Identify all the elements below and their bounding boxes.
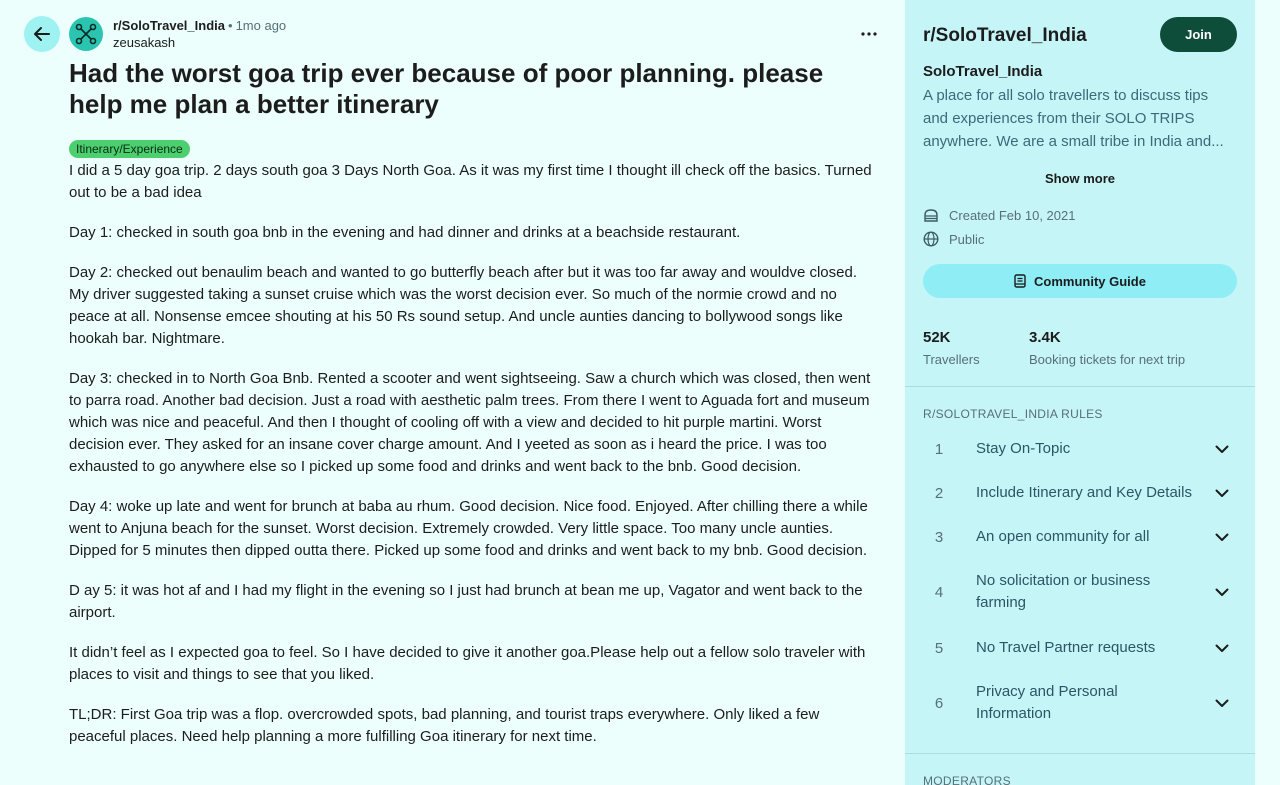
post-paragraph: It didn’t feel as I expected goa to feel. So I have decided to give it another goa.Please help out a fellow solo traveler with places to visit and things to see that you liked. [69, 644, 866, 683]
sidebar-community-name[interactable]: r/SoloTravel_India [923, 25, 1087, 46]
rule-item[interactable] [927, 482, 1237, 504]
rule-number: 2 [934, 484, 944, 502]
cake-icon [923, 207, 939, 223]
back-button[interactable] [24, 16, 60, 52]
subreddit-avatar[interactable] [69, 17, 103, 51]
post-flair[interactable]: Itinerary/Experience [69, 140, 190, 158]
rule-text: Privacy and Personal Information [976, 683, 1118, 722]
join-button[interactable]: Join [1160, 17, 1237, 52]
book-icon [1014, 274, 1026, 288]
rule-item[interactable] [927, 637, 1237, 659]
show-more-button[interactable]: Show more [1044, 171, 1116, 186]
rule-item[interactable] [927, 570, 1237, 614]
stat-members [923, 329, 980, 367]
chevron-down-icon [1215, 644, 1229, 653]
post-paragraph: D ay 5: it was hot af and I had my flight in the evening so I just had brunch at bean me up, Vagator and went back to the airport. [69, 582, 863, 621]
post-paragraph: Day 4: woke up late and went for brunch at baba au rhum. Good decision. Nice food. Enjoyed. After chilling there a while went to Anjuna beach for the sunset. Worst decision. Extremely crowded. Very little space. Too many uncle aunties. Dipped for 5 minutes then dipped outta there. Picked up some food and drinks and went back to my bnb. Good decision. [69, 498, 868, 559]
sidebar-divider [905, 386, 1255, 387]
rule-text: No solicitation or business farming [976, 572, 1151, 611]
post-time: 1mo ago [235, 18, 287, 33]
rule-number: 1 [934, 440, 944, 458]
created-date: Created Feb 10, 2021 [949, 207, 1076, 223]
rule-number: 4 [934, 583, 944, 601]
post-paragraph: I did a 5 day goa trip. 2 days south goa 3 Days North Goa. As it was my first time I thought ill check off the basics. Turned out to be a bad idea [69, 162, 872, 201]
rule-item[interactable] [927, 526, 1237, 548]
sidebar-divider [905, 753, 1255, 754]
chevron-down-icon [1215, 489, 1229, 498]
chevron-down-icon [1215, 533, 1229, 542]
rule-item[interactable] [927, 438, 1237, 460]
sidebar-description: A place for all solo travellers to discuss tips and experiences from their SOLO TRIPS anywhere. We are a small tribe in India and... [923, 87, 1224, 150]
rule-number: 6 [934, 694, 944, 712]
community-guide-label: Community Guide [1034, 273, 1146, 289]
rule-text: No Travel Partner requests [976, 639, 1156, 656]
created-date-row [923, 207, 1075, 223]
rule-number: 3 [934, 528, 944, 546]
post-paragraph: Day 3: checked in to North Goa Bnb. Rented a scooter and went sightseeing. Saw a church which was closed, then went to parra road. Another bad decision. Just a road with aesthetic palm trees. From there I went to Aguada fort and museum which was nice and peaceful. And then I thought of cooling off with a view and decided to hit purple martini. Worst decision ever. They asked for an insane cover charge amount. And I yeeted as soon as i heard the price. I was too exhausted to go anywhere else so I picked up some food and drinks and went back to the bnb. Good decision. [69, 370, 871, 475]
subreddit-link[interactable]: r/SoloTravel_India [113, 18, 225, 33]
author-link[interactable]: zeusakash [113, 35, 176, 50]
more-options-button[interactable] [855, 20, 883, 48]
post-body [69, 160, 874, 766]
rules-heading: R/SOLOTRAVEL_INDIA RULES [923, 407, 1103, 421]
subreddit-avatar-icon [75, 23, 97, 45]
community-guide-button[interactable] [923, 264, 1237, 298]
sidebar-community-title: SoloTravel_India [923, 63, 1043, 80]
stat-online [1029, 329, 1185, 367]
chevron-down-icon [1215, 588, 1229, 597]
stat-online-value: 3.4K [1029, 329, 1061, 346]
community-sidebar [905, 0, 1255, 785]
chevron-down-icon [1215, 699, 1229, 708]
chevron-down-icon [1215, 445, 1229, 454]
rule-number: 5 [934, 639, 944, 657]
rule-text: An open community for all [976, 528, 1150, 545]
post-meta [113, 17, 286, 51]
globe-icon [923, 231, 939, 247]
more-options-icon [861, 32, 877, 36]
post-paragraph: Day 1: checked in south goa bnb in the evening and had dinner and drinks at a beachside restaurant. [69, 224, 741, 241]
rule-text: Include Itinerary and Key Details [976, 484, 1192, 501]
moderators-heading: MODERATORS [923, 774, 1011, 785]
rule-item[interactable] [927, 681, 1237, 725]
stat-members-label: Travellers [923, 352, 980, 367]
visibility-label: Public [949, 231, 985, 247]
rule-text: Stay On-Topic [976, 440, 1071, 457]
back-arrow-icon [32, 24, 52, 44]
post-title: Had the worst goa trip ever because of poor planning. please help me plan a better itinerary [69, 58, 824, 119]
visibility-row [923, 231, 984, 247]
post-paragraph: TL;DR: First Goa trip was a flop. overcrowded spots, bad planning, and tourist traps everywhere. Only liked a few peaceful places. Need help planning a more fulfilling Goa itinerary for next time. [69, 706, 820, 745]
post-paragraph: Day 2: checked out benaulim beach and wanted to go butterfly beach after but it was too far away and wouldve closed. My driver suggested taking a sunset cruise which was the worst decision ever. So much of the normie crowd and no peace at all. Nonsense emcee shouting at his 50 Rs sound setup. And uncle aunties dancing to bollywood songs like hookah bar. Nightmare. [69, 264, 857, 347]
meta-separator: • [228, 18, 233, 33]
stat-online-label: Booking tickets for next trip [1029, 352, 1186, 367]
stat-members-value: 52K [923, 329, 951, 346]
page-edge [1255, 0, 1280, 785]
